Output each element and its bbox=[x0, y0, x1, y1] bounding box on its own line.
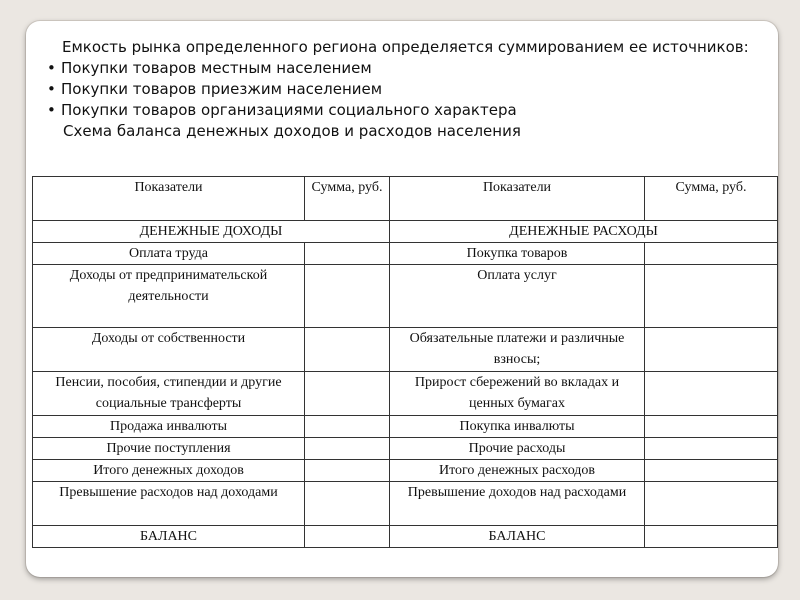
income-cell: Доходы от предпринимательской деятельности bbox=[33, 265, 305, 328]
income-sum-cell[interactable] bbox=[305, 416, 390, 438]
income-sum-cell[interactable] bbox=[305, 243, 390, 265]
income-cell: БАЛАНС bbox=[33, 526, 305, 548]
header-indicators-income: Показатели bbox=[33, 177, 305, 221]
bullet-icon: • bbox=[47, 80, 56, 98]
header-sum-income: Сумма, руб. bbox=[305, 177, 390, 221]
table-row bbox=[33, 243, 778, 265]
sources-list bbox=[46, 58, 766, 121]
income-cell: Оплата труда bbox=[33, 243, 305, 265]
expense-cell: Оплата услуг bbox=[390, 265, 645, 328]
income-sum-cell[interactable] bbox=[305, 328, 390, 372]
expense-cell: Итого денежных расходов bbox=[390, 460, 645, 482]
expense-sum-cell[interactable] bbox=[645, 438, 778, 460]
income-cell: Прочие поступления bbox=[33, 438, 305, 460]
list-item: • Покупки товаров приезжим населением bbox=[47, 80, 383, 98]
list-item: • Покупки товаров местным населением bbox=[47, 59, 372, 77]
expense-sum-cell[interactable] bbox=[645, 328, 778, 372]
table-row bbox=[33, 265, 778, 328]
income-sum-cell[interactable] bbox=[305, 265, 390, 328]
expense-sum-cell[interactable] bbox=[645, 526, 778, 548]
table-row bbox=[33, 482, 778, 526]
table-row bbox=[33, 372, 778, 416]
expense-cell: Покупка инвалюты bbox=[390, 416, 645, 438]
expense-cell: Покупка товаров bbox=[390, 243, 645, 265]
balance-table bbox=[32, 176, 778, 548]
table-row bbox=[33, 460, 778, 482]
bullet-icon: • bbox=[47, 59, 56, 77]
section-income: ДЕНЕЖНЫЕ ДОХОДЫ bbox=[33, 221, 390, 243]
income-sum-cell[interactable] bbox=[305, 438, 390, 460]
expense-sum-cell[interactable] bbox=[645, 265, 778, 328]
expense-cell: Превышение доходов над расходами bbox=[390, 482, 645, 526]
list-item: • Покупки товаров организациями социального характера bbox=[47, 101, 517, 119]
income-sum-cell[interactable] bbox=[305, 526, 390, 548]
table-caption: Схема баланса денежных доходов и расходов населения bbox=[63, 122, 521, 140]
expense-sum-cell[interactable] bbox=[645, 482, 778, 526]
income-sum-cell[interactable] bbox=[305, 460, 390, 482]
income-cell: Пенсии, пособия, стипендии и другие социальные трансферты bbox=[33, 372, 305, 416]
intro-first-line: Емкость рынка определенного региона определяется суммированием ее источников: bbox=[62, 38, 749, 56]
expense-cell: Прочие расходы bbox=[390, 438, 645, 460]
expense-sum-cell[interactable] bbox=[645, 372, 778, 416]
table-row bbox=[33, 416, 778, 438]
header-sum-expense: Сумма, руб. bbox=[645, 177, 778, 221]
expense-cell: БАЛАНС bbox=[390, 526, 645, 548]
income-sum-cell[interactable] bbox=[305, 482, 390, 526]
expense-cell: Обязательные платежи и различные взносы; bbox=[390, 328, 645, 372]
table-row bbox=[33, 438, 778, 460]
section-expense: ДЕНЕЖНЫЕ РАСХОДЫ bbox=[390, 221, 778, 243]
expense-sum-cell[interactable] bbox=[645, 243, 778, 265]
expense-sum-cell[interactable] bbox=[645, 416, 778, 438]
table-header-row bbox=[33, 177, 778, 221]
expense-cell: Прирост сбережений во вкладах и ценных бумагах bbox=[390, 372, 645, 416]
income-cell: Итого денежных доходов bbox=[33, 460, 305, 482]
income-cell: Превышение расходов над доходами bbox=[33, 482, 305, 526]
header-indicators-expense: Показатели bbox=[390, 177, 645, 221]
expense-sum-cell[interactable] bbox=[645, 460, 778, 482]
bullet-icon: • bbox=[47, 101, 56, 119]
income-sum-cell[interactable] bbox=[305, 372, 390, 416]
slide bbox=[26, 21, 778, 577]
intro-text bbox=[46, 37, 766, 142]
income-cell: Продажа инвалюты bbox=[33, 416, 305, 438]
income-cell: Доходы от собственности bbox=[33, 328, 305, 372]
section-row bbox=[33, 221, 778, 243]
table-row bbox=[33, 328, 778, 372]
table-row bbox=[33, 526, 778, 548]
